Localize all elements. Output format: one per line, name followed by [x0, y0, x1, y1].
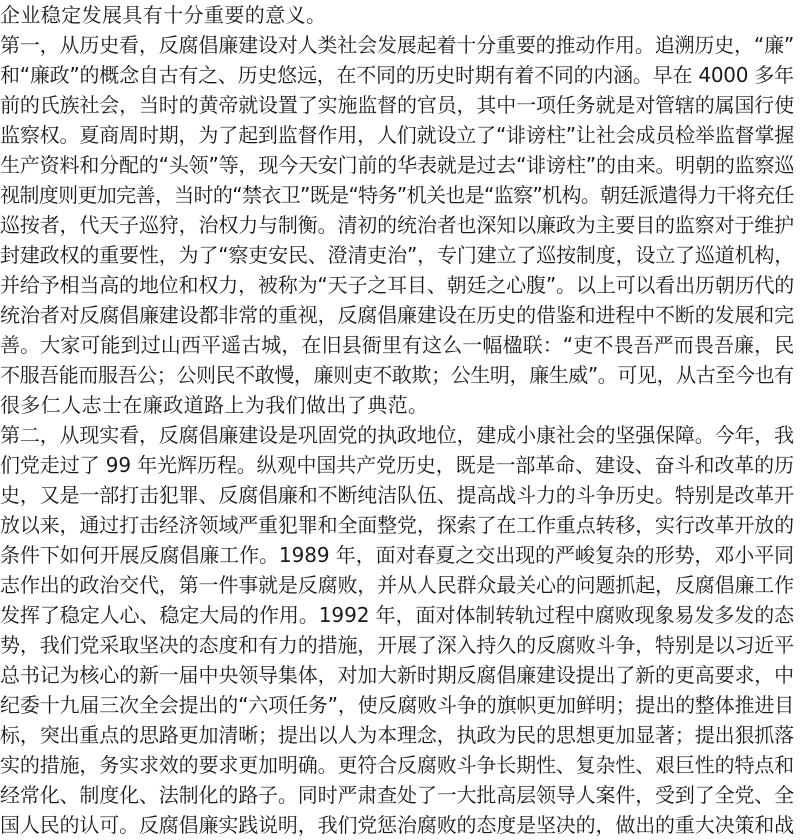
text-line: 很多仁人志士在廉政道路上为我们做出了典范。 — [0, 393, 429, 417]
text-line: 放以来，通过打击经济领域严重犯罪和全面整党，探索了在工作重点转移，实行改革开放的 — [0, 513, 794, 537]
text-line: 善。大家可能到过山西平遥古城，在旧县衙里有这么一幅楹联：“吏不畏吾严而畏吾廉，民 — [0, 333, 795, 357]
text-line: 史，又是一部打击犯罪、反腐倡廉和不断纯洁队伍、提高战斗力的斗争历史。特别是改革开 — [0, 483, 794, 507]
text-line: 巡按者，代天子巡狩，治权力与制衡。清初的统治者也深知以廉政为主要目的监察对于维护 — [0, 213, 794, 237]
text-line: 第二，从现实看，反腐倡廉建设是巩固党的执政地位，建成小康社会的坚强保障。今年，我 — [0, 423, 794, 447]
text-line: 经常化、制度化、法制化的路子。同时严肃查处了一大批高层领导人案件，受到了全党、全 — [0, 783, 794, 807]
text-line: 不服吾能而服吾公；公则民不敢慢，廉则吏不敢欺；公生明，廉生威”。可见，从古至今也有 — [0, 363, 794, 387]
text-line: 视制度则更加完善，当时的“禁衣卫”既是“特务”机关也是“监察”机构。朝廷派遣得力干将充任 — [0, 183, 794, 207]
text-line: 国人民的认可。反腐倡廉实践说明，我们党惩治腐败的态度是坚决的，做出的重大决策和战 — [0, 813, 794, 837]
text-line: 前的氏族社会，当时的黄帝就设置了实施监督的官员，其中一项任务就是对管辖的属国行使 — [0, 93, 794, 117]
text-line: 和“廉政”的概念自古有之、历史悠远，在不同的历史时期有着不同的内涵。早在 4000 多年 — [0, 63, 794, 87]
text-line: 生产资料和分配的“头领”等，现今天安门前的华表就是过去“诽谤柱”的由来。明朝的监察巡 — [0, 153, 795, 177]
text-line: 条件下如何开展反腐倡廉工作。1989 年，面对春夏之交出现的严峻复杂的形势，邓小平同 — [0, 543, 795, 567]
text-line: 势，我们党采取坚决的态度和有力的措施，开展了深入持久的反腐败斗争，特别是以习近平 — [0, 633, 794, 657]
text-line: 总书记为核心的新一届中央领导集体，对加大新时期反腐倡廉建设提出了新的更高要求，中 — [0, 663, 794, 687]
text-line: 并给予相当高的地位和权力，被称为“天子之耳目、朝廷之心腹”。以上可以看出历朝历代的 — [0, 273, 795, 297]
text-line: 企业稳定发展具有十分重要的意义。 — [0, 3, 327, 27]
text-line: 标，突出重点的思路更加清晰；提出以人为本理念，执政为民的思想更加显著；提出狠抓落 — [0, 723, 794, 747]
text-line: 们党走过了 99 年光辉历程。纵观中国共产党历史，既是一部革命、建设、奋斗和改革的历 — [0, 453, 794, 477]
text-line: 实的措施，务实求效的要求更加明确。更符合反腐败斗争长期性、复杂性、艰巨性的特点和 — [0, 753, 794, 777]
text-line: 纪委十九届三次全会提出的“六项任务”，使反腐败斗争的旗帜更加鲜明；提出的整体推进目 — [0, 693, 795, 717]
text-line: 监察权。夏商周时期，为了起到监督作用，人们就设立了“诽谤柱”让社会成员检举监督掌握 — [0, 123, 795, 147]
text-line: 第一，从历史看，反腐倡廉建设对人类社会发展起着十分重要的推动作用。追溯历史，“廉” — [0, 33, 795, 57]
text-line: 封建政权的重要性，为了“察吏安民、澄清吏治”，专门建立了巡按制度，设立了巡道机构， — [0, 243, 795, 267]
text-line: 志作出的政治交代，第一件事就是反腐败，并从人民群众最关心的问题抓起，反腐倡廉工作 — [0, 573, 794, 597]
text-line: 发挥了稳定人心、稳定大局的作用。1992 年，面对体制转轨过程中腐败现象易发多发的态 — [0, 603, 795, 627]
text-line: 统治者对反腐倡廉建设都非常的重视，反腐倡廉建设在历史的借鉴和进程中不断的发展和完 — [0, 303, 794, 327]
